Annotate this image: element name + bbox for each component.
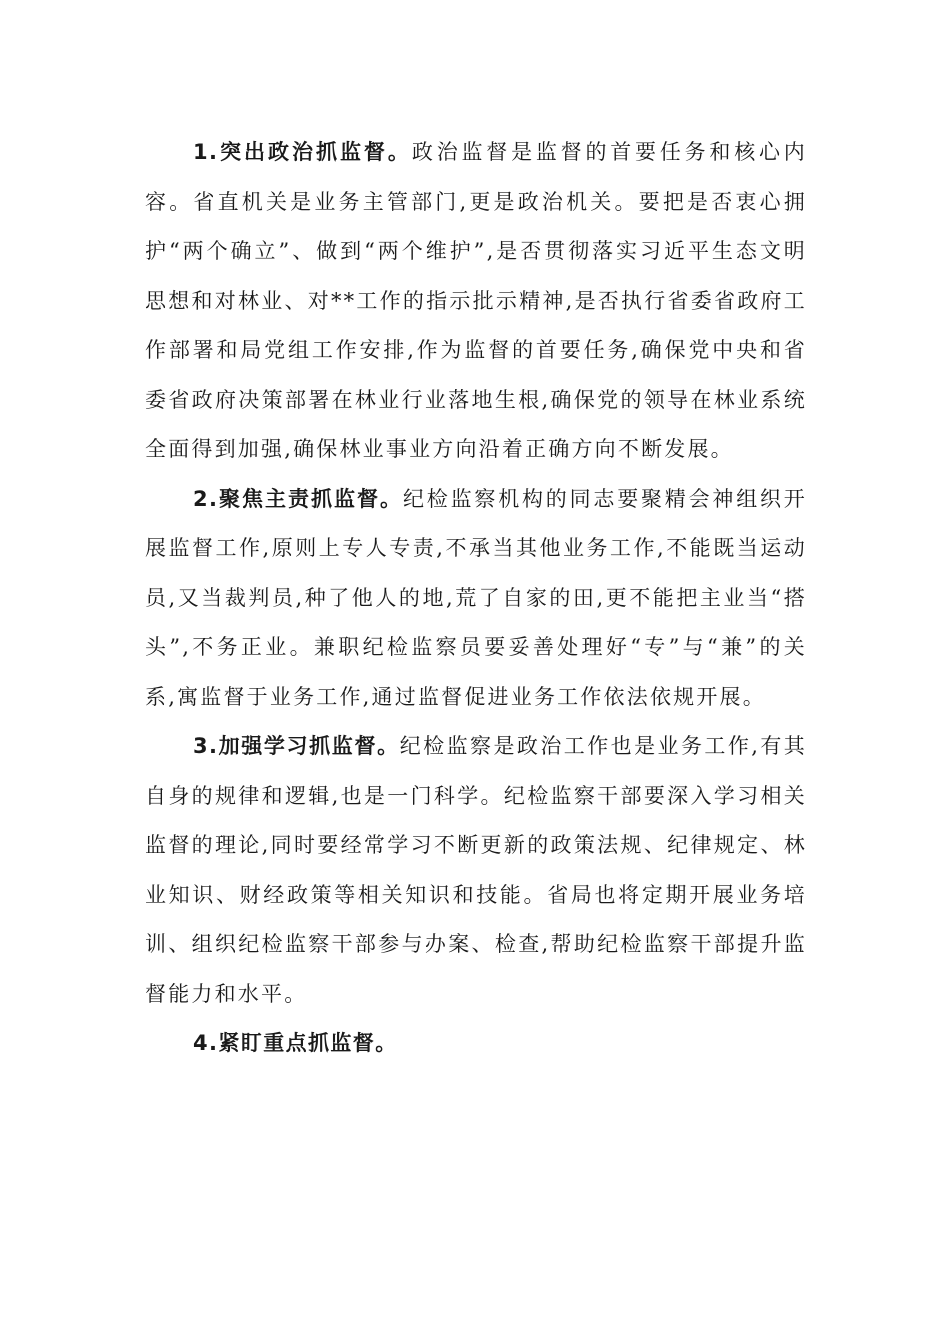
paragraph-1 — [145, 128, 807, 475]
paragraph-3-heading: 3.加强学习抓监督。 — [193, 734, 400, 758]
paragraph-2-text: 纪检监察机构的同志要聚精会神组织开展监督工作,原则上专人专责,不承当其他业务工作,不能既当运动员,又当裁判员,种了他人的地,荒了自家的田,更不能把主业当“搭头”,不务正业。兼职纪检监察员要妥善处理好“专”与“兼”的关系,寓监督于业务工作,通过监督促进业务工作依法依规开展。 — [145, 486, 807, 709]
paragraph-3 — [145, 722, 807, 1019]
paragraph-4-heading: 4.紧盯重点抓监督。 — [193, 1031, 398, 1055]
paragraph-1-heading: 1.突出政治抓监督。 — [193, 140, 412, 164]
paragraph-2-heading: 2.聚焦主责抓监督。 — [193, 486, 403, 511]
paragraph-4 — [145, 1019, 807, 1069]
paragraph-2 — [145, 475, 807, 723]
document-body — [145, 128, 807, 1069]
paragraph-3-text: 纪检监察是政治工作也是业务工作,有其自身的规律和逻辑,也是一门科学。纪检监察干部要深入学习相关监督的理论,同时要经常学习不断更新的政策法规、纪律规定、林业知识、财经政策等相关知识和技能。省局也将定期开展业务培训、组织纪检监察干部参与办案、检查,帮助纪检监察干部提升监督能力和水平。 — [145, 734, 807, 1006]
paragraph-1-text: 政治监督是监督的首要任务和核心内容。省直机关是业务主管部门,更是政治机关。要把是否衷心拥护“两个确立”、做到“两个维护”,是否贯彻落实习近平生态文明思想和对林业、对**工作的指示批示精神,是否执行省委省政府工作部署和局党组工作安排,作为监督的首要任务,确保党中央和省委省政府决策部署在林业行业落地生根,确保党的领导在林业系统全面得到加强,确保林业事业方向沿着正确方向不断发展。 — [145, 140, 807, 461]
